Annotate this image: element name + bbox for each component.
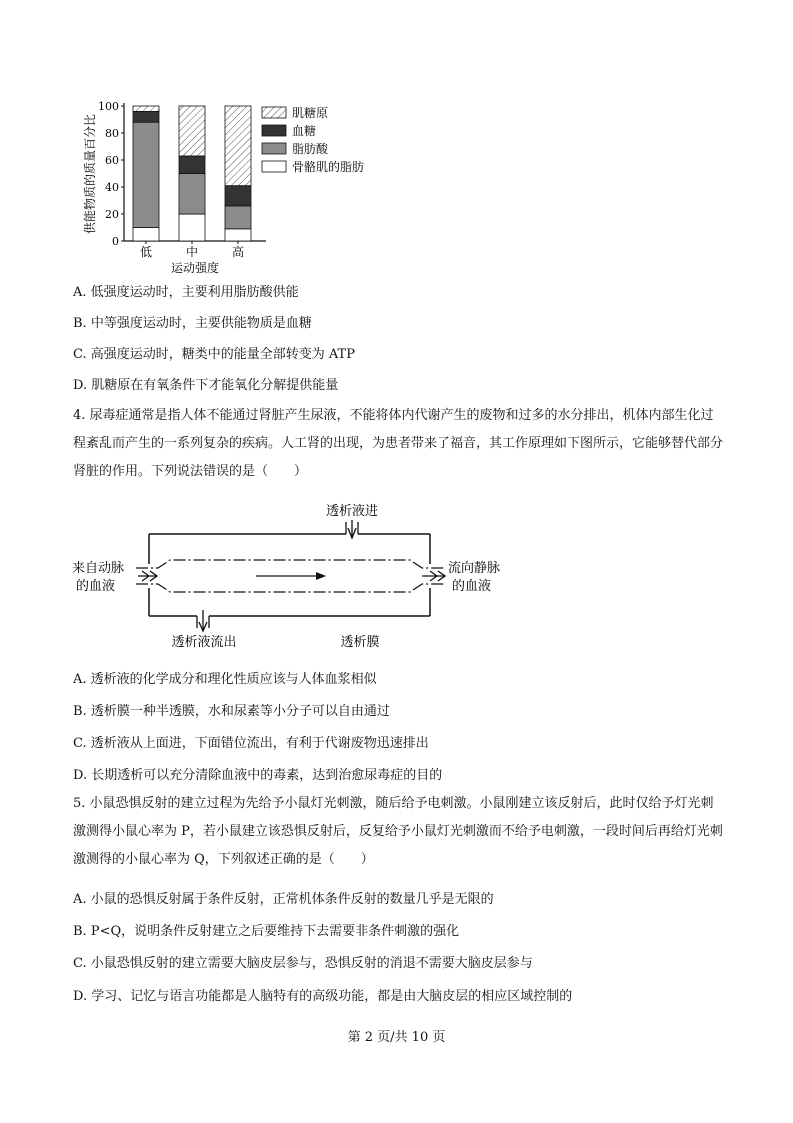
q5-option-a: A. 小鼠的恐惧反射属于条件反射，正常机体条件反射的数量几乎是无限的: [73, 892, 494, 907]
bar-segment-1-2: [179, 156, 205, 174]
label-blood-out-2: 的血液: [452, 579, 492, 594]
label-membrane: 透析膜: [340, 635, 380, 650]
chart-xlabel: 运动强度: [170, 261, 220, 275]
legend-swatch: [262, 143, 286, 154]
q4-option-c: C. 透析液从上面进，下面错位流出，有利于代谢废物迅速排出: [73, 736, 429, 751]
bar-segment-0-3: [133, 106, 159, 111]
y-tick-label: 40: [105, 181, 119, 194]
legend-swatch: [262, 107, 286, 118]
q5-option-b: B. P<Q，说明条件反射建立之后要维持下去需要非条件刺激的强化: [73, 924, 460, 939]
q5-option-c: C. 小鼠恐惧反射的建立需要大脑皮层参与，恐惧反射的消退不需要大脑皮层参与: [73, 956, 533, 971]
legend-label: 血糖: [292, 124, 317, 138]
legend-label: 肌糖原: [292, 106, 329, 120]
inlet-pipe: [346, 520, 358, 538]
q3-option-c: C. 高强度运动时，糖类中的能量全部转变为 ATP: [73, 347, 355, 362]
outlet-pipe: [197, 610, 209, 631]
q3-option-b: B. 中等强度运动时，主要供能物质是血糖: [73, 316, 312, 331]
y-tick-label: 20: [105, 208, 119, 221]
q3-option-d: D. 肌糖原在有氧条件下才能氧化分解提供能量: [73, 378, 339, 393]
label-blood-out-1: 流向静脉: [448, 561, 501, 576]
flow-arrow: [256, 572, 326, 580]
label-dialysate-in: 透析液进: [325, 504, 379, 519]
dialysis-diagram: [70, 498, 510, 658]
q3-option-a: A. 低强度运动时，主要利用脂肪酸供能: [73, 285, 299, 300]
y-tick-label: 60: [105, 154, 119, 167]
blood-out-arrow: [422, 571, 445, 581]
bar-segment-2-3: [225, 106, 251, 186]
q4-stem: 4. 尿毒症通常是指人体不能通过肾脏产生尿液，不能将体内代谢产生的废物和过多的水分排出，机体内部生化过程紊乱而产生的一系列复杂的疾病。人工肾的出现，为患者带来了福音，其工作原理如下图所示，它能够替代部分肾脏的作用。下列说法错误的是（ ）: [73, 408, 724, 479]
bar-segment-2-0: [225, 229, 251, 241]
q5-option-d: D. 学习、记忆与语言功能都是人脑特有的高级功能，都是由大脑皮层的相应区域控制的: [73, 989, 573, 1004]
label-blood-in-1: 来自动脉: [72, 561, 125, 576]
legend-swatch: [262, 161, 286, 172]
q4-option-a: A. 透析液的化学成分和理化性质应该与人体血浆相似: [73, 672, 377, 687]
y-tick-label: 80: [105, 127, 119, 140]
x-tick-label: 低: [139, 245, 153, 259]
bar-segment-0-1: [133, 122, 159, 227]
bar-segment-2-1: [225, 206, 251, 229]
bar-segment-1-0: [179, 214, 205, 241]
chart-ylabel: 供能物质的质量百分比: [83, 113, 97, 235]
bar-segment-1-3: [179, 106, 205, 156]
y-tick-label: 100: [98, 100, 119, 113]
outer-chamber: [149, 534, 430, 616]
x-tick-label: 中: [185, 245, 199, 259]
legend-label: 脂肪酸: [292, 142, 329, 156]
q5-stem: 5. 小鼠恐惧反射的建立过程为先给予小鼠灯光刺激，随后给予电刺激。小鼠刚建立该反射后，此时仅给予灯光刺激测得小鼠心率为 P，若小鼠建立该恐惧反射后，反复给予小鼠灯光刺激而不给予电刺激，一段时间后再给灯光刺激测得的小鼠心率为 Q，下列叙述正确的是（ ）: [73, 796, 723, 867]
y-tick-label: 0: [112, 235, 119, 248]
bar-segment-2-2: [225, 186, 251, 206]
label-dialysate-out: 透析液流出: [171, 635, 237, 650]
q4-option-b: B. 透析膜一种半透膜，水和尿素等小分子可以自由通过: [73, 704, 390, 719]
legend-label: 骨骼肌的脂肪: [292, 160, 365, 174]
bar-segment-0-2: [133, 111, 159, 122]
stacked-bar-chart: [80, 96, 400, 286]
legend-swatch: [262, 125, 286, 136]
blood-in-arrow: [138, 571, 157, 581]
q4-option-d: D. 长期透析可以充分清除血液中的毒素，达到治愈尿毒症的目的: [73, 768, 443, 783]
bar-segment-1-1: [179, 174, 205, 215]
label-blood-in-2: 的血液: [76, 579, 116, 594]
page-footer: 第 2 页/共 10 页: [347, 1030, 446, 1045]
bar-segment-0-0: [133, 228, 159, 242]
x-tick-label: 高: [231, 245, 245, 259]
